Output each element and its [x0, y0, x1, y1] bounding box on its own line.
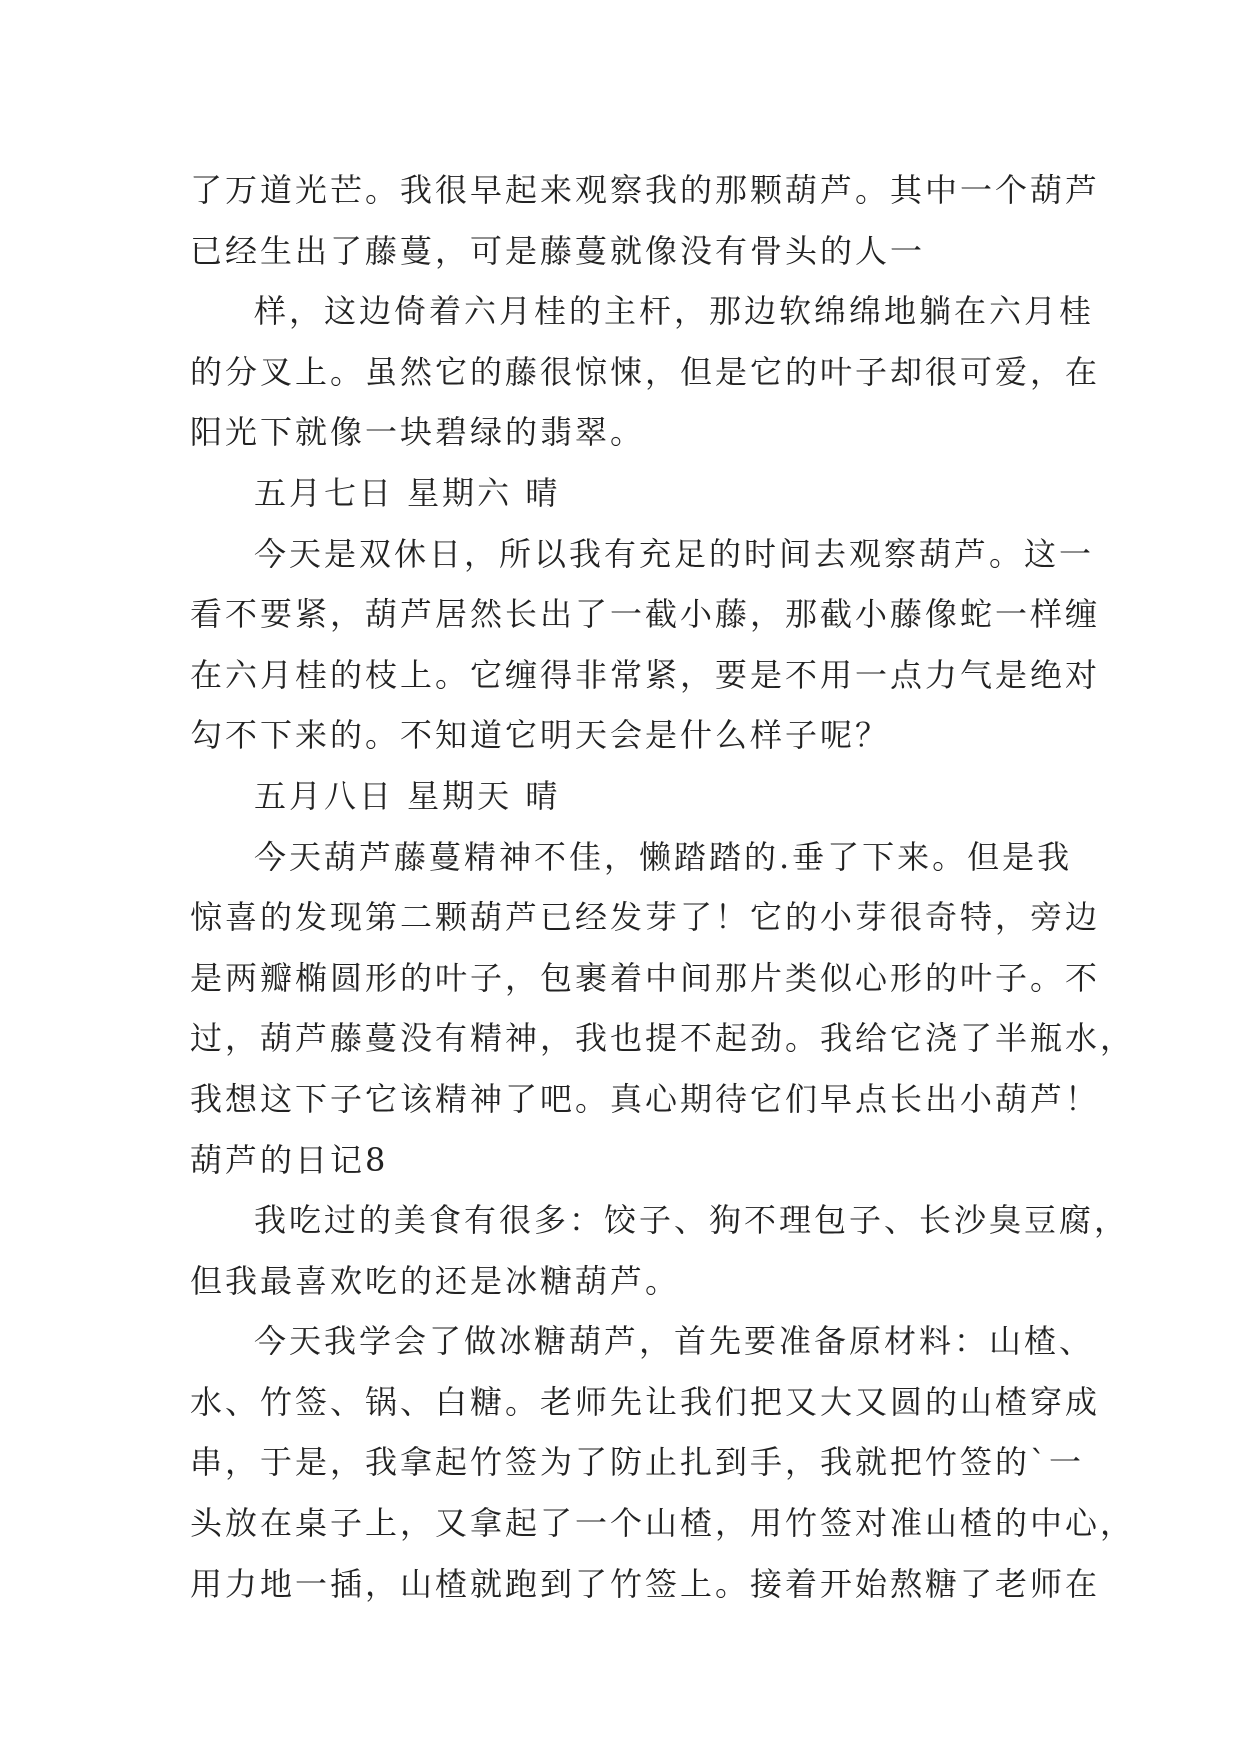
text-line: 了万道光芒。我很早起来观察我的那颗葫芦。其中一个葫芦 — [190, 171, 1101, 209]
text-line: 的分叉上。虽然它的藤很惊悚，但是它的叶子却很可爱，在 — [190, 352, 1101, 391]
text-line: 已经生出了藤蔓，可是藤蔓就像没有骨头的人一 — [190, 231, 926, 270]
text-line: 惊喜的发现第二颗葫芦已经发芽了！它的小芽很奇特，旁边 — [190, 898, 1101, 937]
text-line: 在六月桂的枝上。它缠得非常紧，要是不用一点力气是绝对 — [190, 655, 1101, 694]
text-line: 样，这边倚着六月桂的主杆，那边软绵绵地躺在六月桂 — [254, 292, 1095, 331]
text-line: 我吃过的美食有很多：饺子、狗不理包子、长沙臭豆腐， — [254, 1201, 1130, 1240]
section-title: 葫芦的日记8 — [190, 1140, 389, 1179]
text-line: 阳光下就像一块碧绿的翡翠。 — [190, 413, 646, 452]
text-line: 今天我学会了做冰糖葫芦，首先要准备原材料：山楂、 — [254, 1322, 1095, 1361]
text-line: 看不要紧，葫芦居然长出了一截小藤，那截小藤像蛇一样缠 — [190, 595, 1101, 634]
text-line: 水、竹签、锅、白糖。老师先让我们把又大又圆的山楂穿成 — [190, 1382, 1101, 1421]
text-line: 我想这下子它该精神了吧。真心期待它们早点长出小葫芦！ — [190, 1079, 1101, 1118]
diary-date-heading: 五月七日 星期六 晴 — [254, 473, 561, 512]
text-line: 串，于是，我拿起竹签为了防止扎到手，我就把竹签的`一 — [190, 1443, 1085, 1482]
text-line: 但我最喜欢吃的还是冰糖葫芦。 — [190, 1261, 681, 1300]
text-line: 头放在桌子上，又拿起了一个山楂，用竹签对准山楂的中心， — [190, 1504, 1136, 1543]
text-line: 用力地一插，山楂就跑到了竹签上。接着开始熬糖了老师在 — [190, 1564, 1101, 1603]
diary-date-heading: 五月八日 星期天 晴 — [254, 776, 561, 815]
document-body — [190, 160, 1136, 1614]
text-line: 勾不下来的。不知道它明天会是什么样子呢？ — [190, 716, 891, 755]
text-line: 今天是双休日，所以我有充足的时间去观察葫芦。这一 — [254, 534, 1095, 573]
text-line: 是两瓣椭圆形的叶子，包裹着中间那片类似心形的叶子。不 — [190, 958, 1101, 997]
text-line: 过，葫芦藤蔓没有精神，我也提不起劲。我给它浇了半瓶水， — [190, 1019, 1136, 1058]
text-line: 今天葫芦藤蔓精神不佳，懒踏踏的.垂了下来。但是我 — [254, 837, 1073, 876]
